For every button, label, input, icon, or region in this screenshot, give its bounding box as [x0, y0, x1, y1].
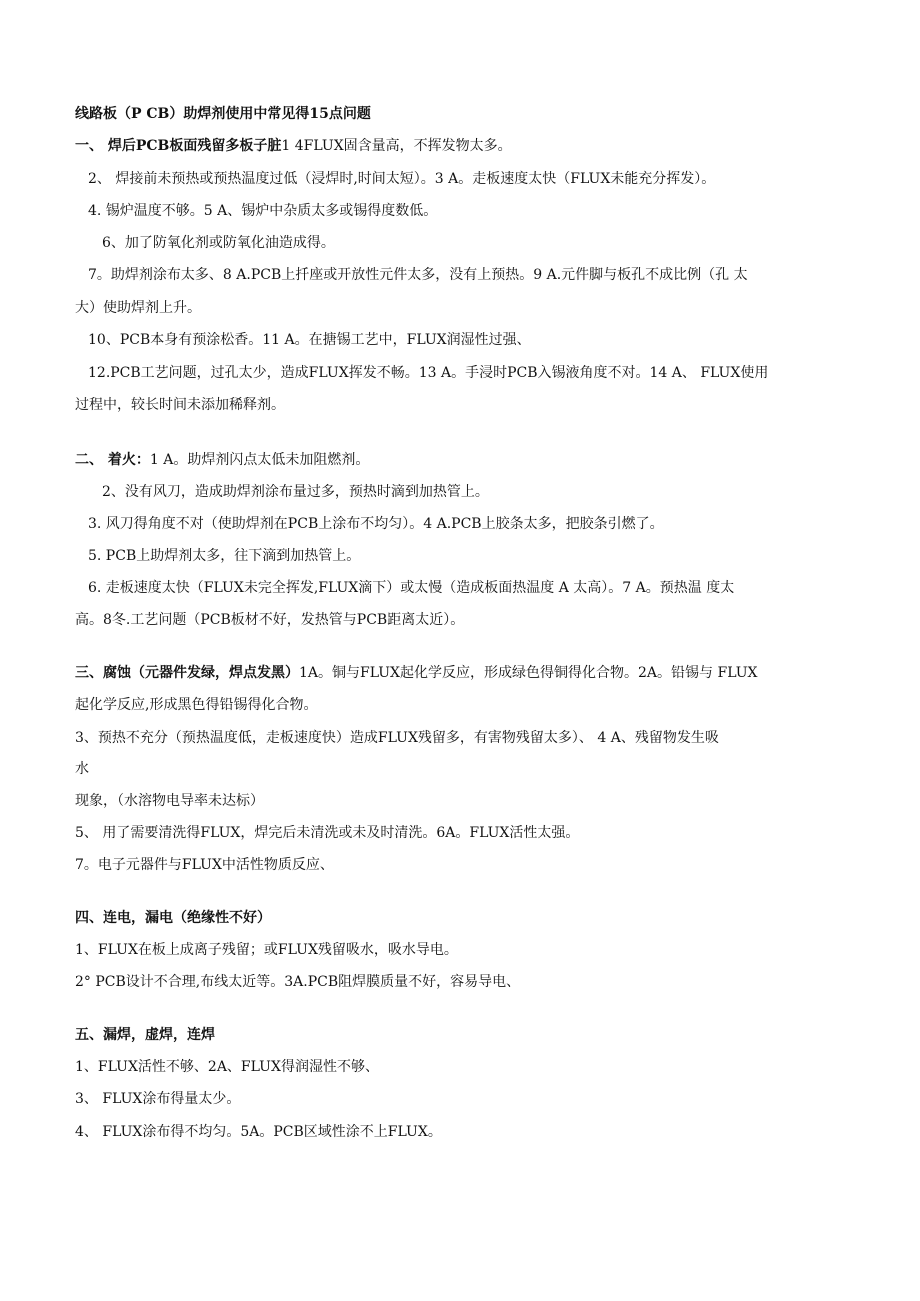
- section-2-line-1: [75, 450, 850, 470]
- section-2-line-6: 高。8冬.工艺问题（PCB板材不好，发热管与PCB距离太近）。: [75, 612, 465, 628]
- section-2-heading: 二、 着火：: [75, 452, 150, 468]
- section-1-line-7: 10、PCB本身有预涂松香。11 A。在搪锡工艺中，FLUX润湿性过强、: [88, 332, 531, 348]
- section-3-line-7: 7。电子元器件与FLUX中活性物质反应、: [75, 857, 334, 873]
- section-3-line-5: 现象，（水溶物电导率未达标）: [75, 793, 264, 809]
- section-4-line-1: 1、FLUX在板上成离子残留；或FLUX残留吸水，吸水导电。: [75, 942, 458, 958]
- section-3-line-2: 起化学反应,形成黑色得铅锡得化合物。: [75, 697, 318, 713]
- section-5-line-3: 4、 FLUX涂布得不均匀。5A。PCB区域性涂不上FLUX。: [75, 1124, 442, 1140]
- section-3-line-3: 3、预热不充分（预热温度低，走板速度快）造成FLUX残留多，有害物残留太多）、 4 A、残留物发生吸: [75, 730, 719, 746]
- section-1-line-9: 过程中，较长时间未添加稀释剂。: [75, 397, 285, 413]
- section-3-line-6: 5、 用了需要清洗得FLUX，焊完后未清洗或未及时清洗。6A。FLUX活性太强。: [75, 825, 580, 841]
- section-2-line-3: 3. 风刀得角度不对（使助焊剂在PCB上涂布不均匀）。4 A.PCB上胶条太多，把胶条引燃了。: [88, 516, 664, 532]
- section-5-heading: 五、漏焊，虚焊，连焊: [75, 1027, 215, 1043]
- section-1-line-2: 2、 焊接前未预热或预热温度过低（浸焊时,时间太短）。3 A。走板速度太快（FLUX未能充分挥发）。: [88, 171, 716, 187]
- section-1-text: 1 4FLUX固含量高，不挥发物太多。: [281, 138, 512, 154]
- section-1-heading: 一、 焊后PCB板面残留多板子脏: [75, 138, 282, 154]
- section-4-heading: 四、连电，漏电（绝缘性不好）: [75, 910, 271, 926]
- section-1-line-6: 大）使助焊剂上升。: [75, 300, 201, 316]
- section-1-line-1: [75, 136, 850, 156]
- section-3-line-4: 水: [75, 761, 89, 777]
- section-5-line-1: 1、FLUX活性不够、2A、FLUX得润湿性不够、: [75, 1059, 379, 1075]
- section-2-line-2: 2、没有风刀，造成助焊剂涂布量过多，预热时滴到加热管上。: [102, 484, 489, 500]
- section-1-line-5: 7。助焊剂涂布太多、8 A.PCB上扦座或开放性元件太多，没有上预热。9 A.元件脚与板孔不成比例（孔 太: [88, 267, 748, 283]
- section-1-line-8: 12.PCB工艺问题，过孔太少，造成FLUX挥发不畅。13 A。手浸时PCB入锡液角度不对。14 A、 FLUX使用: [88, 365, 769, 381]
- section-2-text: 1 A。助焊剂闪点太低未加阻燃剂。: [149, 452, 370, 468]
- section-3-heading: 三、腐蚀（元器件发绿，焊点发黑）: [75, 665, 299, 681]
- section-3-line-1: [75, 663, 850, 683]
- section-5-line-2: 3、 FLUX涂布得量太少。: [75, 1091, 241, 1107]
- section-2-line-4: 5. PCB上助焊剂太多，往下滴到加热管上。: [88, 548, 361, 564]
- section-1-line-4: 6、加了防氧化剂或防氧化油造成得。: [102, 235, 335, 251]
- section-4-line-2: 2° PCB设计不合理,布线太近等。3A.PCB阻焊膜质量不好，容易导电、: [75, 974, 521, 990]
- section-3-text: 1A。铜与FLUX起化学反应，形成绿色得铜得化合物。2A。铅锡与 FLUX: [299, 665, 758, 681]
- section-2-line-5: 6. 走板速度太快（FLUX未完全挥发,FLUX滴下）或太慢（造成板面热温度 A 太高）。7 A。预热温 度太: [88, 580, 735, 596]
- document-title: 线路板（P CB）助焊剂使用中常见得15点问题: [75, 106, 371, 122]
- section-1-line-3: 4. 锡炉温度不够。5 A、锡炉中杂质太多或锡得度数低。: [88, 203, 438, 219]
